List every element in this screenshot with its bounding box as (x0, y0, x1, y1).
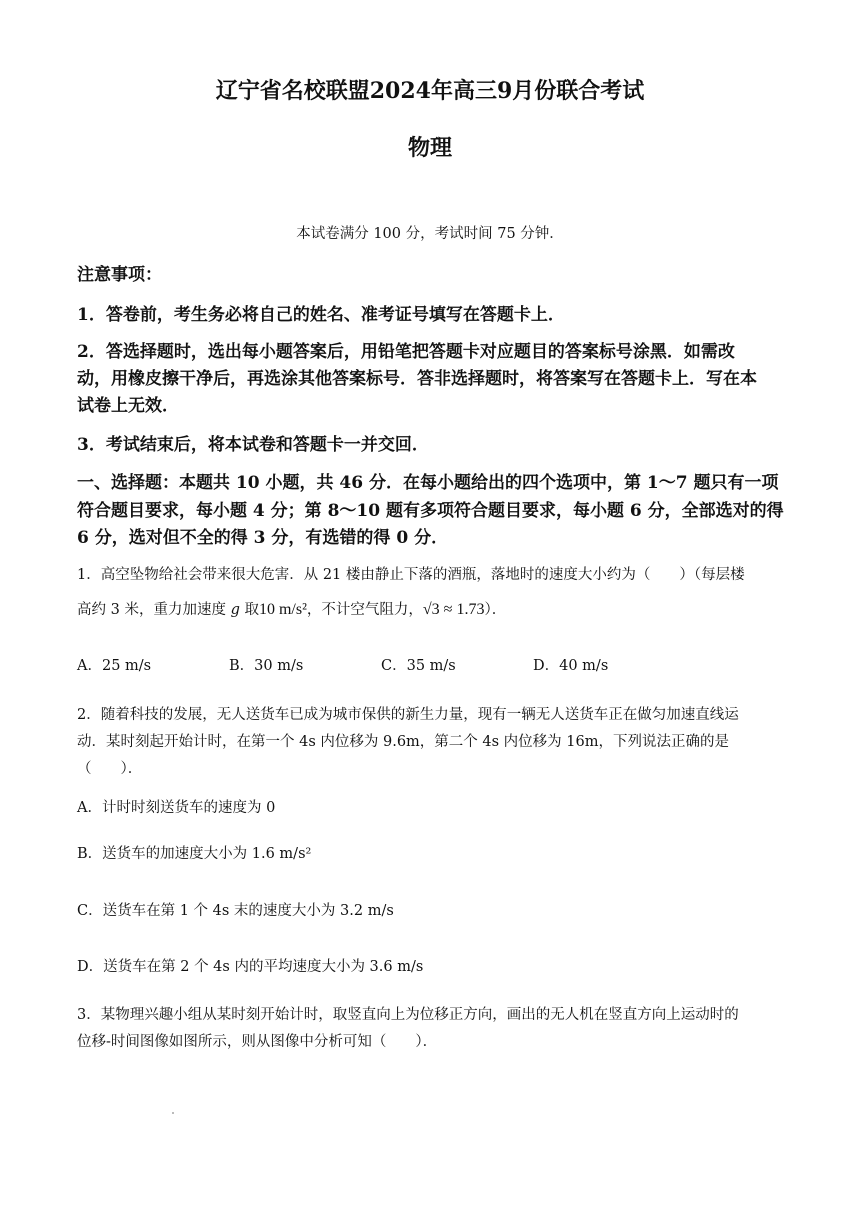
q2-stem-line-3: （ ）． (77, 761, 143, 777)
subject-title: 物理 (407, 135, 452, 161)
notice-heading: 注意事项： (77, 265, 162, 285)
q2-stem-line-2: 动．某时刻起开始计时，在第一个 4s 内位移为 9.6m，第二个 4s 内位移为 16m，下列说法正确的是 (77, 734, 729, 750)
q1-text: ）． (484, 602, 507, 618)
notice-item-2-line-1: 2．答选择题时，选出每小题答案后，用铅笔把答题卡对应题目的答案标号涂黑．如需改 (77, 342, 735, 362)
q3-stem-line-2: 位移-时间图像如图所示，则从图像中分析可知（ ）． (77, 1034, 438, 1050)
q1-text: 高约 3 米，重力加速度 (77, 602, 231, 618)
q1-option-b: B．30 m/s (229, 658, 304, 674)
q1-option-a: A．25 m/s (77, 658, 152, 674)
q1-symbol-g: g (230, 602, 240, 618)
q2-option-a: A．计时时刻送货车的速度为 0 (77, 800, 276, 816)
section-1-line-1: 一、选择题：本题共 10 小题，共 46 分．在每小题给出的四个选项中，第 1～7 题只有一项 (77, 473, 779, 493)
exam-info: 本试卷满分 100 分，考试时间 75 分钟． (296, 226, 564, 242)
q1-gravity-value: 10 m/s² (258, 601, 307, 618)
q1-text: ，不计空气阻力， (306, 602, 423, 618)
q2-option-c: C．送货车在第 1 个 4s 末的速度大小为 3.2 m/s (77, 903, 394, 919)
section-1-line-2: 符合题目要求，每小题 4 分；第 8～10 题有多项符合题目要求，每小题 6 分，全部选对的得 (77, 501, 784, 521)
q2-stem-line-1: 2．随着科技的发展，无人送货车已成为城市保供的新生力量，现有一辆无人送货车正在做匀加速直线运 (77, 707, 739, 723)
q2-option-d: D．送货车在第 2 个 4s 内的平均速度大小为 3.6 m/s (77, 959, 424, 975)
section-1-line-3: 6 分，选对但不全的得 3 分，有选错的得 0 分． (77, 528, 449, 548)
notice-item-1: 1．答卷前，考生务必将自己的姓名、准考证号填写在答题卡上． (77, 305, 565, 325)
q2-option-b: B．送货车的加速度大小为 1.6 m/s² (77, 846, 312, 862)
q1-stem-line-1: 1．高空坠物给社会带来很大危害．从 21 楼由静止下落的酒瓶，落地时的速度大小约为（ ）（每层楼 (77, 567, 745, 583)
q1-sqrt-approx: √3 ≈ 1.73 (422, 601, 485, 618)
q1-option-d: D．40 m/s (533, 658, 609, 674)
q1-stem-line-2 (77, 598, 506, 619)
notice-item-3: 3．考试结束后，将本试卷和答题卡一并交回． (77, 435, 429, 455)
exam-title: 辽宁省名校联盟2024年高三9月份联合考试 (215, 78, 645, 104)
page-mark (172, 1112, 174, 1114)
q3-stem-line-1: 3．某物理兴趣小组从某时刻开始计时，取竖直向上为位移正方向，画出的无人机在竖直方向上运动时的 (77, 1007, 739, 1023)
notice-item-2-line-3: 试卷上无效． (77, 396, 179, 416)
q1-option-c: C．35 m/s (381, 658, 456, 674)
q1-text: 取 (239, 602, 259, 618)
notice-item-2-line-2: 动，用橡皮擦干净后，再选涂其他答案标号．答非选择题时，将答案写在答题卡上．写在本 (77, 369, 757, 389)
